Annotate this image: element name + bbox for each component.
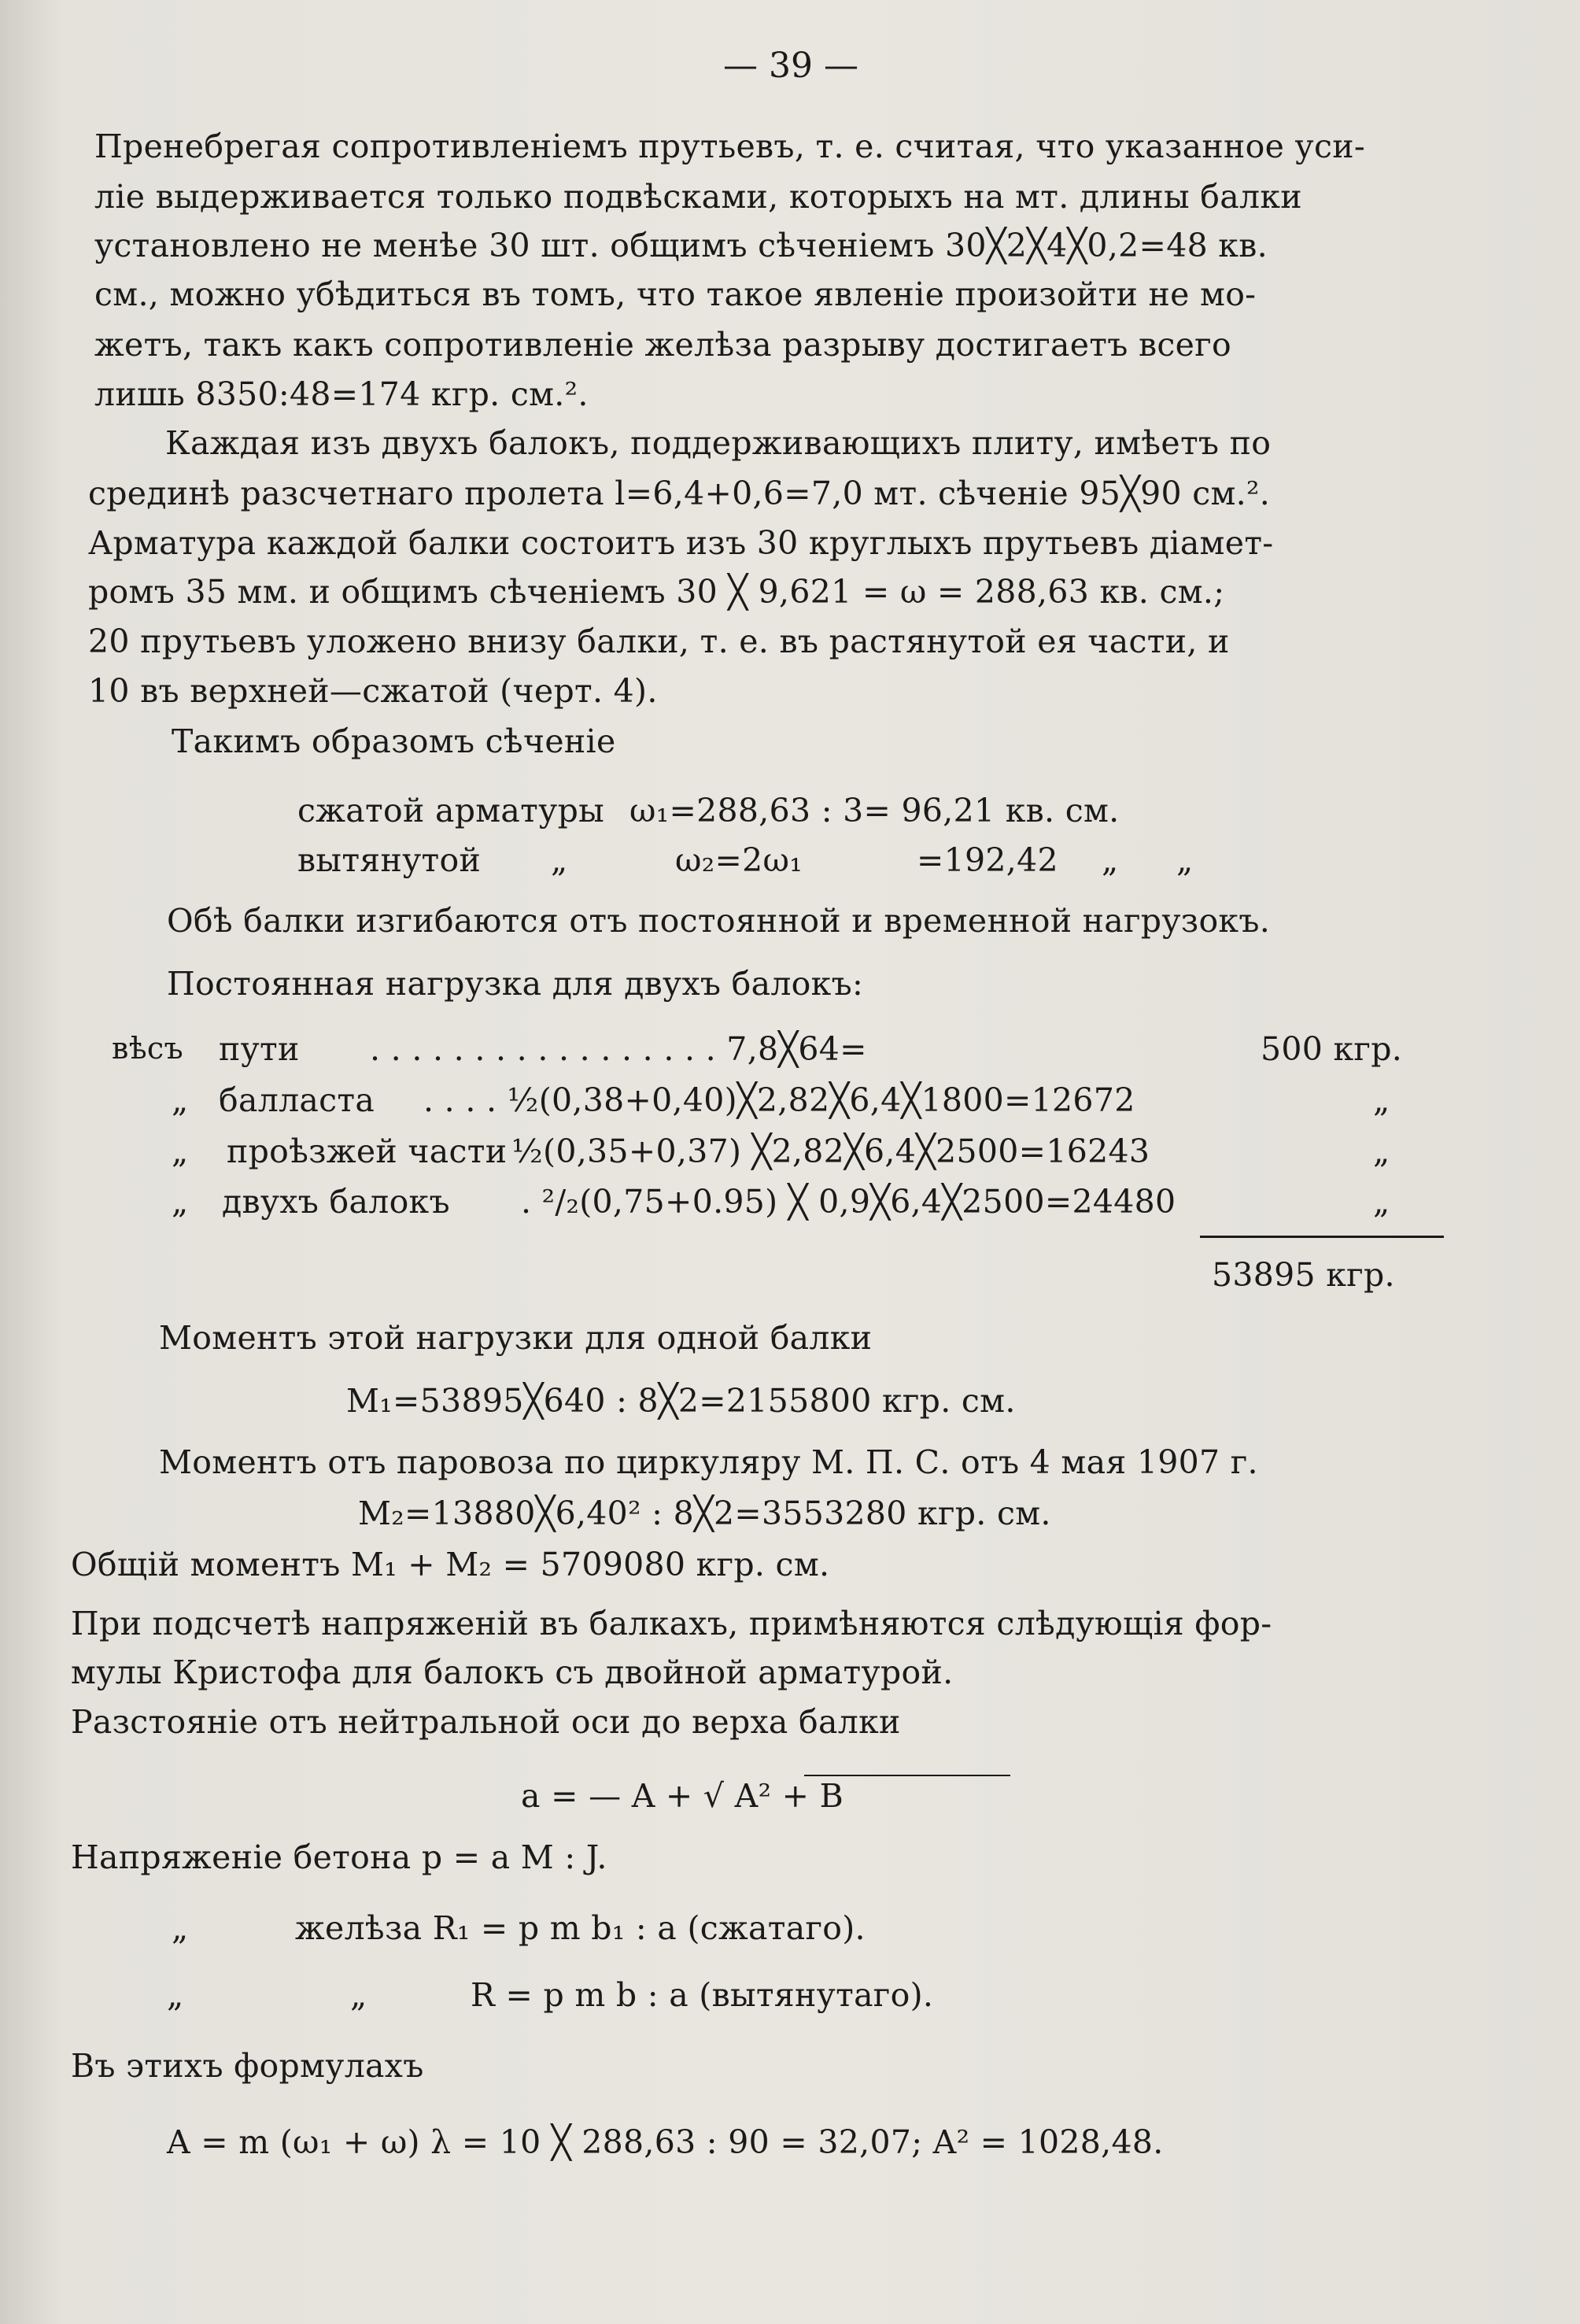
para2-line2: срединѣ разсчетнаго пролета l=6,4+0,6=7,0 мт. сѣченіе 95╳90 см.². [88,475,1271,512]
load-value: „ [1373,1183,1390,1221]
load-calc: . . . . ½(0,38+0,40)╳2,82╳6,4╳1800=12672 [423,1081,1135,1119]
para2-line5: 20 прутьевъ уложено внизу балки, т. е. въ растянутой ея части, и [88,623,1230,660]
load-name: двухъ балокъ [222,1183,450,1221]
section-intro: Такимъ образомъ сѣченіе [172,722,616,760]
both-beams-text: Обѣ балки изгибаются отъ постоянной и временной нагрузокъ. [167,902,1271,940]
load-calc: . ²/₂(0,75+0.95) ╳ 0,9╳6,4╳2500=24480 [521,1183,1176,1221]
load-value: 500 кгр. [1261,1030,1403,1068]
tensile-ditto-1: „ [1102,841,1119,879]
tensile-label: вытянутой [297,841,482,879]
formula-m2: M₂=13880╳6,40² : 8╳2=3553280 кгр. см. [358,1495,1051,1532]
load-name: проѣзжей части [227,1132,508,1170]
page-number: — 39 — [723,46,858,86]
para2-line3: Арматура каждой балки состоитъ изъ 30 круглыхъ прутьевъ діамет- [88,524,1274,562]
formula-A: A = m (ω₁ + ω) λ = 10 ╳ 288,63 : 90 = 32,07; A² = 1028,48. [167,2123,1164,2161]
load-calc: . . . . . . . . . . . . . . . . . 7,8╳64= [370,1030,867,1068]
para1-line4: см., можно убѣдиться въ томъ, что такое явленіе произойти не мо- [94,275,1257,313]
tensile-ditto: „ [551,841,568,879]
iron-stress-compressed: желѣза R₁ = p m b₁ : a (сжатаго). [295,1909,866,1947]
load-prefix: „ [172,1081,189,1119]
radical-bar [804,1775,1010,1776]
distance-text: Разстояніе отъ нейтральной оси до верха балки [71,1703,901,1741]
load-prefix: „ [172,1183,189,1221]
tensile-formula: ω₂=2ω₁ [675,841,803,879]
load-name: балласта [219,1081,375,1119]
para1-line2: ліе выдерживается только подвѣсками, которыхъ на мт. длины балки [94,178,1302,216]
tensile-ditto-2: „ [1176,841,1194,879]
para2-line1: Каждая изъ двухъ балокъ, поддерживающихъ плиту, имѣетъ по [165,424,1272,462]
sum-rule [1200,1236,1444,1238]
load-calc: ½(0,35+0,37) ╳2,82╳6,4╳2500=16243 [511,1132,1150,1170]
load-total: 53895 кгр. [1212,1256,1395,1294]
moment-label: Моментъ этой нагрузки для одной балки [159,1319,873,1357]
load-prefix: вѣсъ [112,1031,183,1066]
in-formulas-text: Въ этихъ формулахъ [71,2047,424,2085]
formula-a: a = — A + √ A² + B [521,1777,844,1815]
para2-line4: ромъ 35 мм. и общимъ сѣченіемъ 30 ╳ 9,621 = ω = 288,63 кв. см.; [88,573,1225,611]
para1-line5: жетъ, такъ какъ сопротивленіе желѣза разрыву достигаетъ всего [94,326,1231,364]
load-name: пути [219,1030,300,1068]
load-value: „ [1373,1132,1390,1170]
para2-line6: 10 въ верхней—сжатой (черт. 4). [88,672,658,710]
total-moment: Общій моментъ M₁ + M₂ = 5709080 кгр. см. [71,1546,830,1583]
compressed-label: сжатой арматуры [297,792,605,829]
concrete-stress: Напряженіе бетона p = a M : J. [71,1838,607,1876]
stress-text-line2: мулы Кристофа для балокъ съ двойной арматурой. [71,1653,954,1691]
iron-stress-ditto-2: „ [350,1976,367,2014]
para1-line3: установлено не менѣе 30 шт. общимъ сѣченіемъ 30╳2╳4╳0,2=48 кв. [94,227,1268,264]
load-value: „ [1373,1081,1390,1119]
tensile-value: =192,42 [917,841,1058,879]
locomotive-moment-text: Моментъ отъ паровоза по циркуляру М. П. С. отъ 4 мая 1907 г. [159,1443,1258,1481]
compressed-formula: ω₁=288,63 : 3= 96,21 кв. см. [629,792,1120,829]
iron-stress-tensile: R = p m b : a (вытянутаго). [471,1976,934,2014]
iron-stress-ditto: „ [172,1909,189,1947]
para1-line6: лишь 8350:48=174 кгр. см.². [94,375,589,413]
permanent-load-heading: Постоянная нагрузка для двухъ балокъ: [167,965,864,1003]
load-prefix: „ [172,1132,189,1170]
iron-stress-ditto-1: „ [167,1976,184,2014]
para1-line1: Пренебрегая сопротивленіемъ прутьевъ, т. е. считая, что указанное уси- [94,127,1366,165]
stress-text-line1: При подсчетѣ напряженій въ балкахъ, примѣняются слѣдующія фор- [71,1605,1272,1642]
formula-m1: M₁=53895╳640 : 8╳2=2155800 кгр. см. [346,1382,1016,1420]
